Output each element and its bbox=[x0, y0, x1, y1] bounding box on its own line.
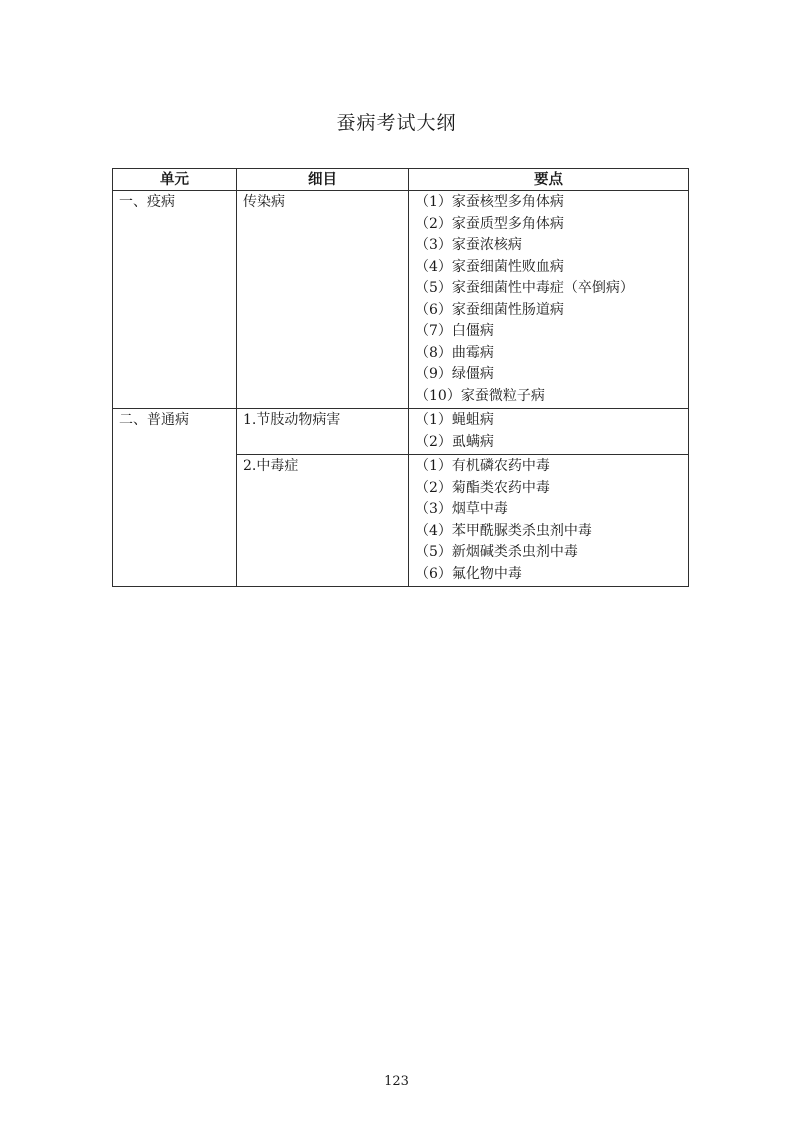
point-item: （1）蝇蛆病 bbox=[415, 412, 494, 428]
detail-cell: 传染病 bbox=[237, 191, 409, 409]
points-cell bbox=[409, 409, 689, 455]
unit-cell: 一、疫病 bbox=[113, 191, 237, 409]
point-item: （6）家蚕细菌性肠道病 bbox=[415, 301, 564, 318]
point-item: （2）虱螨病 bbox=[415, 433, 494, 450]
point-item: （5）新烟碱类杀虫剂中毒 bbox=[415, 544, 578, 560]
point-item: （3）家蚕浓核病 bbox=[415, 237, 522, 253]
header-points: 要点 bbox=[409, 169, 689, 191]
point-item: （10）家蚕微粒子病 bbox=[415, 387, 545, 404]
points-cell bbox=[409, 455, 689, 587]
point-item: （6）氟化物中毒 bbox=[415, 565, 522, 582]
page-number: 123 bbox=[384, 1074, 409, 1089]
document-title: 蚕病考试大纲 bbox=[336, 112, 457, 134]
point-item: （2）家蚕质型多角体病 bbox=[415, 215, 564, 232]
header-detail: 细目 bbox=[237, 169, 409, 191]
unit-cell: 二、普通病 bbox=[113, 409, 237, 587]
point-item: （8）曲霉病 bbox=[415, 344, 494, 361]
point-item: （9）绿僵病 bbox=[415, 366, 494, 382]
point-item: （1）有机磷农药中毒 bbox=[415, 458, 550, 474]
table-header-row bbox=[113, 169, 689, 191]
detail-cell: 2.中毒症 bbox=[237, 455, 409, 587]
header-unit: 单元 bbox=[113, 169, 237, 191]
point-item: （3）烟草中毒 bbox=[415, 501, 508, 517]
point-item: （4）苯甲酰脲类杀虫剂中毒 bbox=[415, 522, 592, 539]
point-item: （7）白僵病 bbox=[415, 323, 494, 339]
syllabus-table bbox=[112, 168, 689, 587]
point-item: （1）家蚕核型多角体病 bbox=[415, 194, 564, 210]
table-row bbox=[113, 191, 689, 409]
point-item: （2）菊酯类农药中毒 bbox=[415, 479, 550, 496]
detail-cell: 1.节肢动物病害 bbox=[237, 409, 409, 455]
point-item: （5）家蚕细菌性中毒症（卒倒病） bbox=[415, 280, 634, 296]
point-item: （4）家蚕细菌性败血病 bbox=[415, 258, 564, 275]
table-row bbox=[113, 409, 689, 455]
points-cell bbox=[409, 191, 689, 409]
